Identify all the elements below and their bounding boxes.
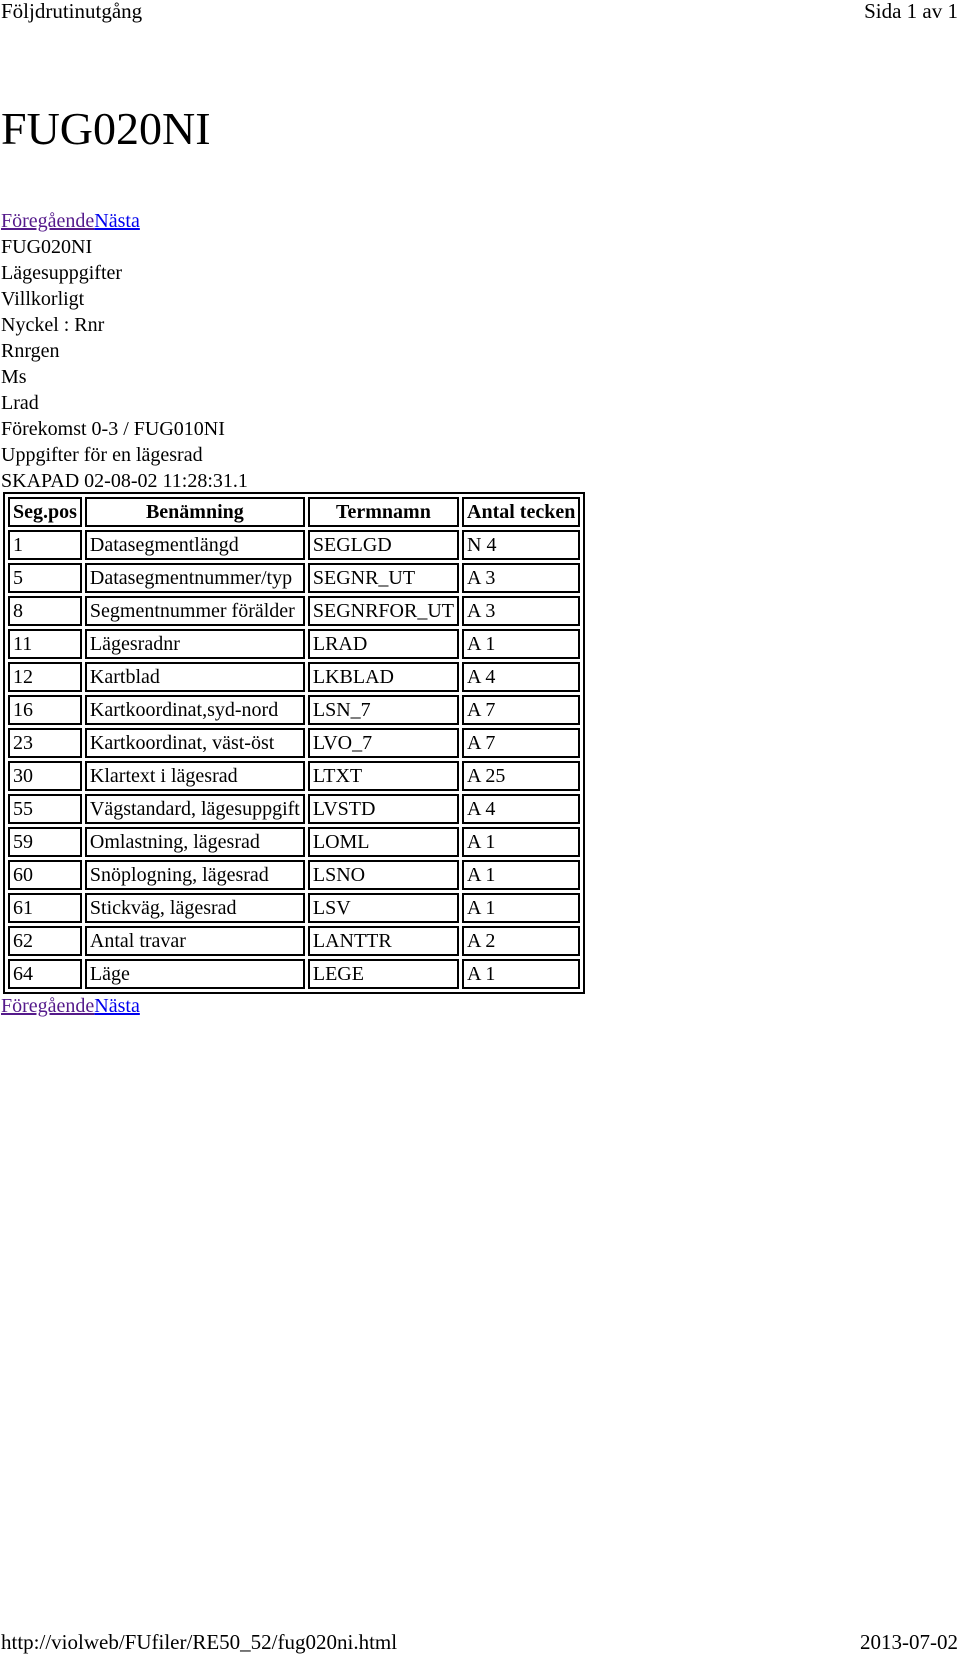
cell-segpos: 61 bbox=[8, 893, 82, 923]
bottom-navigation bbox=[1, 993, 951, 1019]
cell-segpos: 1 bbox=[8, 530, 82, 560]
meta-line-condition: Villkorligt bbox=[1, 288, 85, 310]
cell-term: LSNO bbox=[308, 860, 459, 890]
table-row bbox=[8, 728, 580, 758]
cell-length: A 1 bbox=[462, 629, 580, 659]
cell-segpos: 23 bbox=[8, 728, 82, 758]
cell-name: Läge bbox=[85, 959, 305, 989]
page-footer bbox=[0, 1627, 960, 1653]
cell-term: SEGNR_UT bbox=[308, 563, 459, 593]
cell-length: A 25 bbox=[462, 761, 580, 791]
meta-line-key: Nyckel : Rnr bbox=[1, 314, 105, 336]
cell-segpos: 62 bbox=[8, 926, 82, 956]
cell-term: LOML bbox=[308, 827, 459, 857]
cell-term: LSN_7 bbox=[308, 695, 459, 725]
cell-term: SEGNRFOR_UT bbox=[308, 596, 459, 626]
table-row bbox=[8, 959, 580, 989]
cell-length: A 1 bbox=[462, 959, 580, 989]
column-header-term: Termnamn bbox=[308, 497, 459, 527]
page-number: Sida 1 av 1 bbox=[864, 0, 958, 23]
cell-segpos: 30 bbox=[8, 761, 82, 791]
cell-term: LVO_7 bbox=[308, 728, 459, 758]
cell-name: Omlastning, lägesrad bbox=[85, 827, 305, 857]
cell-term: LKBLAD bbox=[308, 662, 459, 692]
table-row bbox=[8, 596, 580, 626]
cell-length: A 1 bbox=[462, 827, 580, 857]
meta-line-key-field-1: Rnrgen bbox=[1, 340, 60, 362]
previous-link[interactable]: Föregående bbox=[1, 995, 95, 1017]
column-header-segpos: Seg.pos bbox=[8, 497, 82, 527]
meta-line-name: FUG020NI bbox=[1, 236, 93, 258]
meta-line-key-field-2: Ms bbox=[1, 366, 27, 388]
cell-name: Lägesradnr bbox=[85, 629, 305, 659]
table-row bbox=[8, 662, 580, 692]
cell-length: A 7 bbox=[462, 728, 580, 758]
table-row bbox=[8, 695, 580, 725]
cell-name: Datasegmentlängd bbox=[85, 530, 305, 560]
cell-segpos: 11 bbox=[8, 629, 82, 659]
cell-length: N 4 bbox=[462, 530, 580, 560]
table-row bbox=[8, 926, 580, 956]
cell-segpos: 55 bbox=[8, 794, 82, 824]
cell-name: Kartblad bbox=[85, 662, 305, 692]
table-row bbox=[8, 761, 580, 791]
cell-length: A 4 bbox=[462, 662, 580, 692]
cell-name: Kartkoordinat,syd-nord bbox=[85, 695, 305, 725]
cell-segpos: 5 bbox=[8, 563, 82, 593]
meta-line-description: Lägesuppgifter bbox=[1, 262, 123, 284]
top-navigation bbox=[1, 208, 951, 234]
cell-length: A 3 bbox=[462, 596, 580, 626]
page-title: FUG020NI bbox=[1, 103, 211, 154]
table-row bbox=[8, 893, 580, 923]
cell-term: LRAD bbox=[308, 629, 459, 659]
cell-length: A 2 bbox=[462, 926, 580, 956]
meta-line-occurrence: Förekomst 0-3 / FUG010NI bbox=[1, 418, 225, 440]
meta-line-purpose: Uppgifter för en lägesrad bbox=[1, 444, 203, 466]
cell-name: Snöplogning, lägesrad bbox=[85, 860, 305, 890]
table-row bbox=[8, 530, 580, 560]
cell-length: A 7 bbox=[462, 695, 580, 725]
cell-term: LEGE bbox=[308, 959, 459, 989]
cell-segpos: 59 bbox=[8, 827, 82, 857]
next-link[interactable]: Nästa bbox=[94, 210, 140, 232]
cell-length: A 1 bbox=[462, 893, 580, 923]
cell-term: LTXT bbox=[308, 761, 459, 791]
previous-link[interactable]: Föregående bbox=[1, 210, 95, 232]
cell-name: Segmentnummer förälder bbox=[85, 596, 305, 626]
cell-length: A 3 bbox=[462, 563, 580, 593]
cell-segpos: 16 bbox=[8, 695, 82, 725]
main-content bbox=[1, 98, 951, 1019]
cell-term: LSV bbox=[308, 893, 459, 923]
document-title: Följdrutinutgång bbox=[1, 0, 143, 23]
meta-line-key-field-3: Lrad bbox=[1, 392, 39, 414]
column-header-length: Antal tecken bbox=[462, 497, 580, 527]
cell-name: Stickväg, lägesrad bbox=[85, 893, 305, 923]
table-row bbox=[8, 794, 580, 824]
table-row bbox=[8, 860, 580, 890]
table-row bbox=[8, 563, 580, 593]
print-date: 2013-07-02 bbox=[860, 1630, 958, 1654]
cell-length: A 4 bbox=[462, 794, 580, 824]
cell-segpos: 60 bbox=[8, 860, 82, 890]
cell-name: Vägstandard, lägesuppgift bbox=[85, 794, 305, 824]
cell-name: Klartext i lägesrad bbox=[85, 761, 305, 791]
cell-length: A 1 bbox=[462, 860, 580, 890]
cell-term: LANTTR bbox=[308, 926, 459, 956]
cell-term: SEGLGD bbox=[308, 530, 459, 560]
cell-name: Kartkoordinat, väst-öst bbox=[85, 728, 305, 758]
cell-name: Datasegmentnummer/typ bbox=[85, 563, 305, 593]
cell-segpos: 8 bbox=[8, 596, 82, 626]
cell-term: LVSTD bbox=[308, 794, 459, 824]
meta-line-created: SKAPAD 02-08-02 11:28:31.1 bbox=[1, 470, 248, 492]
page-header bbox=[0, 0, 960, 26]
table-row bbox=[8, 629, 580, 659]
source-url: http://violweb/FUfiler/RE50_52/fug020ni.html bbox=[1, 1630, 398, 1654]
cell-segpos: 12 bbox=[8, 662, 82, 692]
next-link[interactable]: Nästa bbox=[94, 995, 140, 1017]
metadata-block bbox=[1, 234, 951, 494]
segment-table bbox=[3, 492, 585, 994]
table-header-row bbox=[8, 497, 580, 527]
cell-segpos: 64 bbox=[8, 959, 82, 989]
column-header-name: Benämning bbox=[85, 497, 305, 527]
cell-name: Antal travar bbox=[85, 926, 305, 956]
table-row bbox=[8, 827, 580, 857]
